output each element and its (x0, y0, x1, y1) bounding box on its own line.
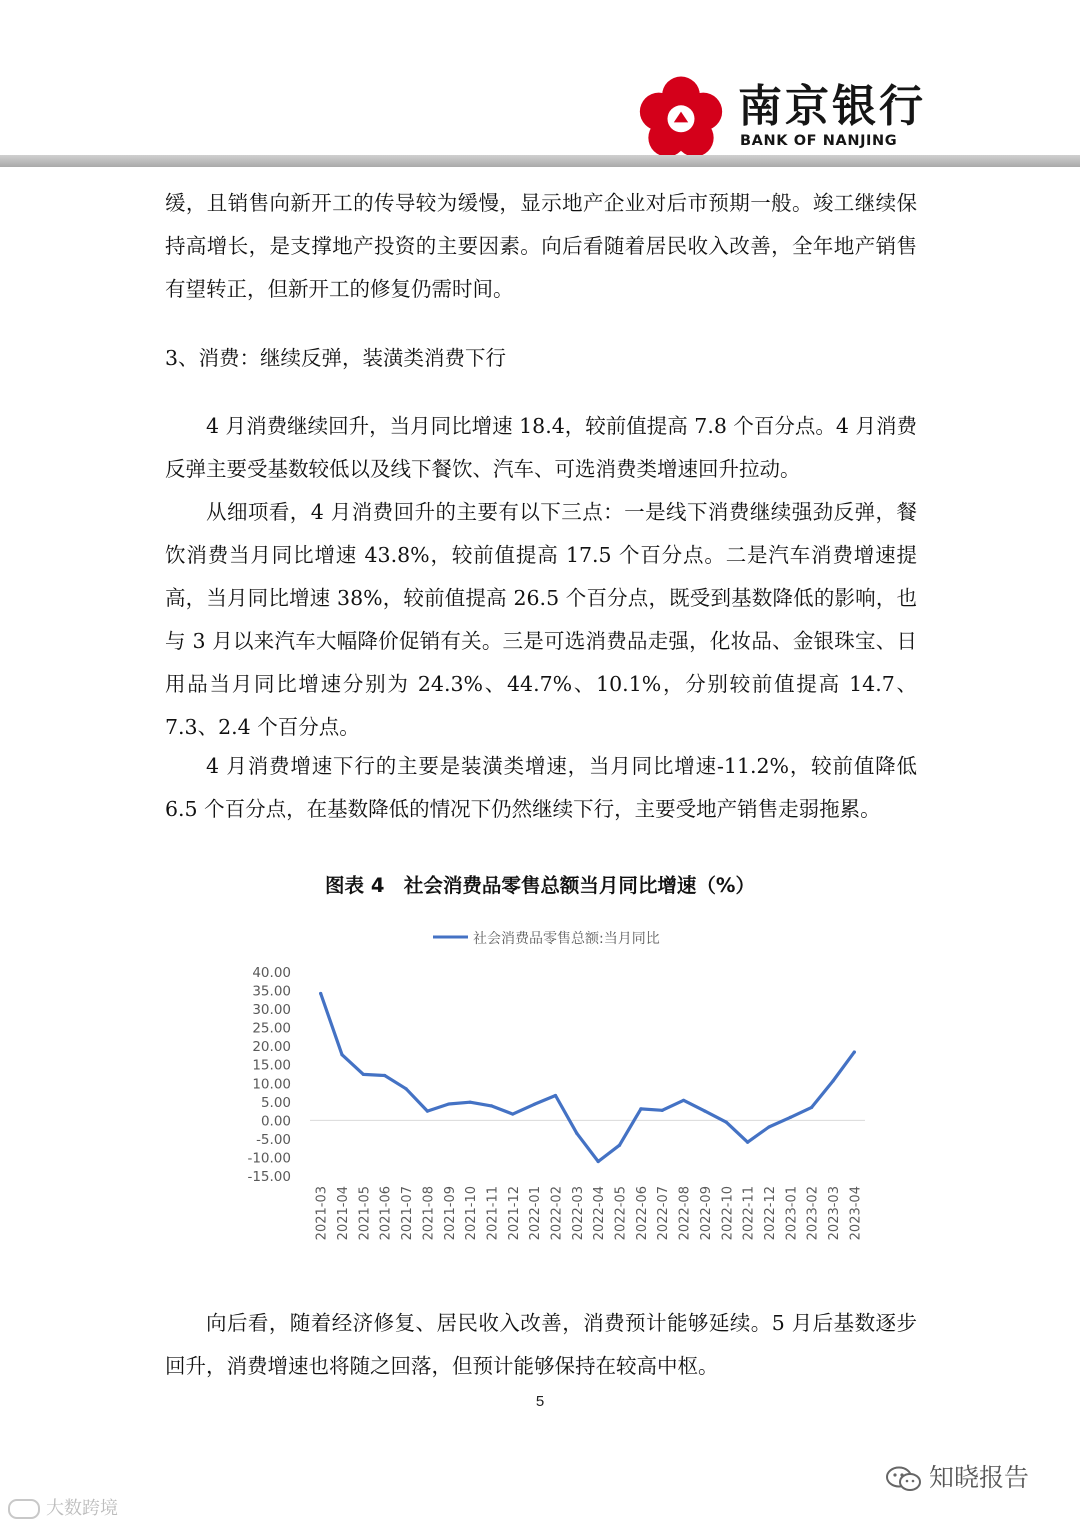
paragraph-property-sales: 缓，且销售向新开工的传导较为缓慢，显示地产企业对后市预期一般。竣工继续保持高增长，是支撑地产投资的主要因素。向后看随着居民收入改善，全年地产销售有望转正，但新开工的修复仍需时间。 (165, 191, 917, 301)
data-point (767, 1125, 770, 1128)
y-tick-label: 5.00 (260, 1094, 291, 1111)
y-tick-label: 35.00 (252, 983, 291, 1000)
y-tick-label: 0.00 (260, 1113, 291, 1130)
data-point (682, 1099, 685, 1102)
brand-name-en: BANK OF NANJING (740, 133, 898, 149)
y-tick-label: 15.00 (252, 1057, 291, 1074)
legend-label: 社会消费品零售总额:当月同比 (473, 931, 660, 947)
data-point (618, 1144, 621, 1147)
watermark-zhixiao (885, 1458, 1029, 1498)
x-tick-label: 2023-04 (848, 1186, 864, 1241)
data-point (404, 1087, 407, 1090)
x-tick-label: 2021-11 (485, 1186, 501, 1241)
data-point (575, 1132, 578, 1135)
paragraph-outlook: 向后看，随着经济修复、居民收入改善，消费预计能够延续。5 月后基数逐步回升，消费增速也将随之回落，但预计能够保持在较高中枢。 (165, 1311, 917, 1378)
data-point (746, 1141, 749, 1144)
data-point (853, 1051, 856, 1054)
x-tick-label: 2022-12 (762, 1186, 778, 1241)
x-tick-label: 2021-05 (357, 1186, 373, 1241)
data-point (639, 1107, 642, 1110)
y-tick-label: 25.00 (252, 1020, 291, 1037)
page-header (0, 0, 1080, 170)
y-tick-label: 40.00 (252, 965, 291, 981)
data-point (340, 1053, 343, 1056)
data-point (597, 1160, 600, 1163)
data-point (703, 1109, 706, 1112)
data-point (426, 1109, 429, 1112)
retail-sales-line-chart (230, 918, 900, 1263)
y-tick-label: 10.00 (252, 1076, 291, 1093)
data-point (725, 1121, 728, 1124)
bank-logo-icon (636, 72, 726, 162)
x-tick-label: 2022-04 (592, 1186, 608, 1241)
page-number: 5 (535, 1393, 545, 1410)
x-tick-label: 2021-06 (378, 1186, 394, 1241)
x-tick-label: 2023-02 (805, 1186, 821, 1241)
x-tick-label: 2021-12 (506, 1186, 522, 1241)
data-point (831, 1079, 834, 1082)
watermark-dashu (8, 1494, 118, 1520)
data-point (661, 1109, 664, 1112)
data-point (383, 1074, 386, 1077)
x-tick-label: 2022-06 (634, 1186, 650, 1241)
data-point (447, 1102, 450, 1105)
watermark-left-icon (8, 1499, 40, 1519)
x-tick-label: 2022-10 (720, 1186, 736, 1241)
x-tick-label: 2023-03 (826, 1186, 842, 1241)
y-tick-label: -15.00 (247, 1169, 291, 1185)
figure-title: 图表 4 社会消费品零售总额当月同比增速（%） (325, 874, 755, 897)
x-tick-label: 2022-07 (656, 1186, 672, 1241)
x-tick-label: 2021-10 (464, 1186, 480, 1241)
paragraph-consumption-details: 从细项看，4 月消费回升的主要有以下三点：一是线下消费继续强劲反弹，餐饮消费当月同比增速 43.8%，较前值提高 17.5 个百分点。二是汽车消费增速提高，当月同比增速 38%，较前值提高 26.5 个百分点，既受到基数降低的影响，也与 3 月以来汽车大幅降价促销有关。三是可选消费品走强，化妆品、金银珠宝、日用品当月同比增速分别为 24.3%、44.7%、10.1%，分别较前值提高 14.7、7.3、2.4 个百分点。 (165, 500, 917, 739)
x-tick-label: 2022-08 (677, 1186, 693, 1241)
paragraph-decoration-decline: 4 月消费增速下行的主要是装潢类增速，当月同比增速-11.2%，较前值降低 6.5 个百分点，在基数降低的情况下仍然继续下行，主要受地产销售走弱拖累。 (165, 754, 917, 821)
series-line-retail-sales (321, 994, 855, 1162)
data-point (533, 1103, 536, 1106)
x-tick-label: 2022-03 (570, 1186, 586, 1241)
x-tick-label: 2022-01 (528, 1186, 544, 1241)
x-tick-label: 2021-08 (421, 1186, 437, 1241)
x-tick-label: 2021-03 (314, 1186, 330, 1241)
data-point (490, 1104, 493, 1107)
header-divider (0, 155, 1080, 167)
x-tick-label: 2022-11 (741, 1186, 757, 1241)
x-tick-label: 2022-05 (613, 1186, 629, 1241)
paragraph-april-consumption: 4 月消费继续回升，当月同比增速 18.4，较前值提高 7.8 个百分点。4 月消费反弹主要受基数较低以及线下餐饮、汽车、可选消费类增速回升拉动。 (165, 414, 917, 481)
x-tick-label: 2023-01 (784, 1186, 800, 1241)
y-tick-label: -10.00 (247, 1150, 291, 1167)
y-tick-label: 30.00 (252, 1002, 291, 1019)
data-point (554, 1094, 557, 1097)
watermark-left-text: 大数跨境 (46, 1498, 118, 1519)
x-tick-label: 2021-04 (336, 1186, 352, 1241)
brand-name-cn: 南京银行 (738, 81, 926, 132)
section-heading-consumption: 3、消费：继续反弹，装潢类消费下行 (165, 346, 507, 370)
y-tick-label: 20.00 (252, 1039, 291, 1056)
x-tick-label: 2021-07 (400, 1186, 416, 1241)
y-tick-label: -5.00 (256, 1131, 291, 1148)
data-point (810, 1106, 813, 1109)
data-point (362, 1073, 365, 1076)
x-tick-label: 2022-02 (549, 1186, 565, 1241)
x-tick-label: 2021-09 (442, 1186, 458, 1241)
watermark-right-text: 知晓报告 (929, 1463, 1030, 1492)
data-point (511, 1112, 514, 1115)
data-point (789, 1116, 792, 1119)
x-tick-label: 2022-09 (698, 1186, 714, 1241)
data-point (319, 992, 322, 995)
wechat-icon (885, 1465, 923, 1493)
data-point (468, 1101, 471, 1104)
